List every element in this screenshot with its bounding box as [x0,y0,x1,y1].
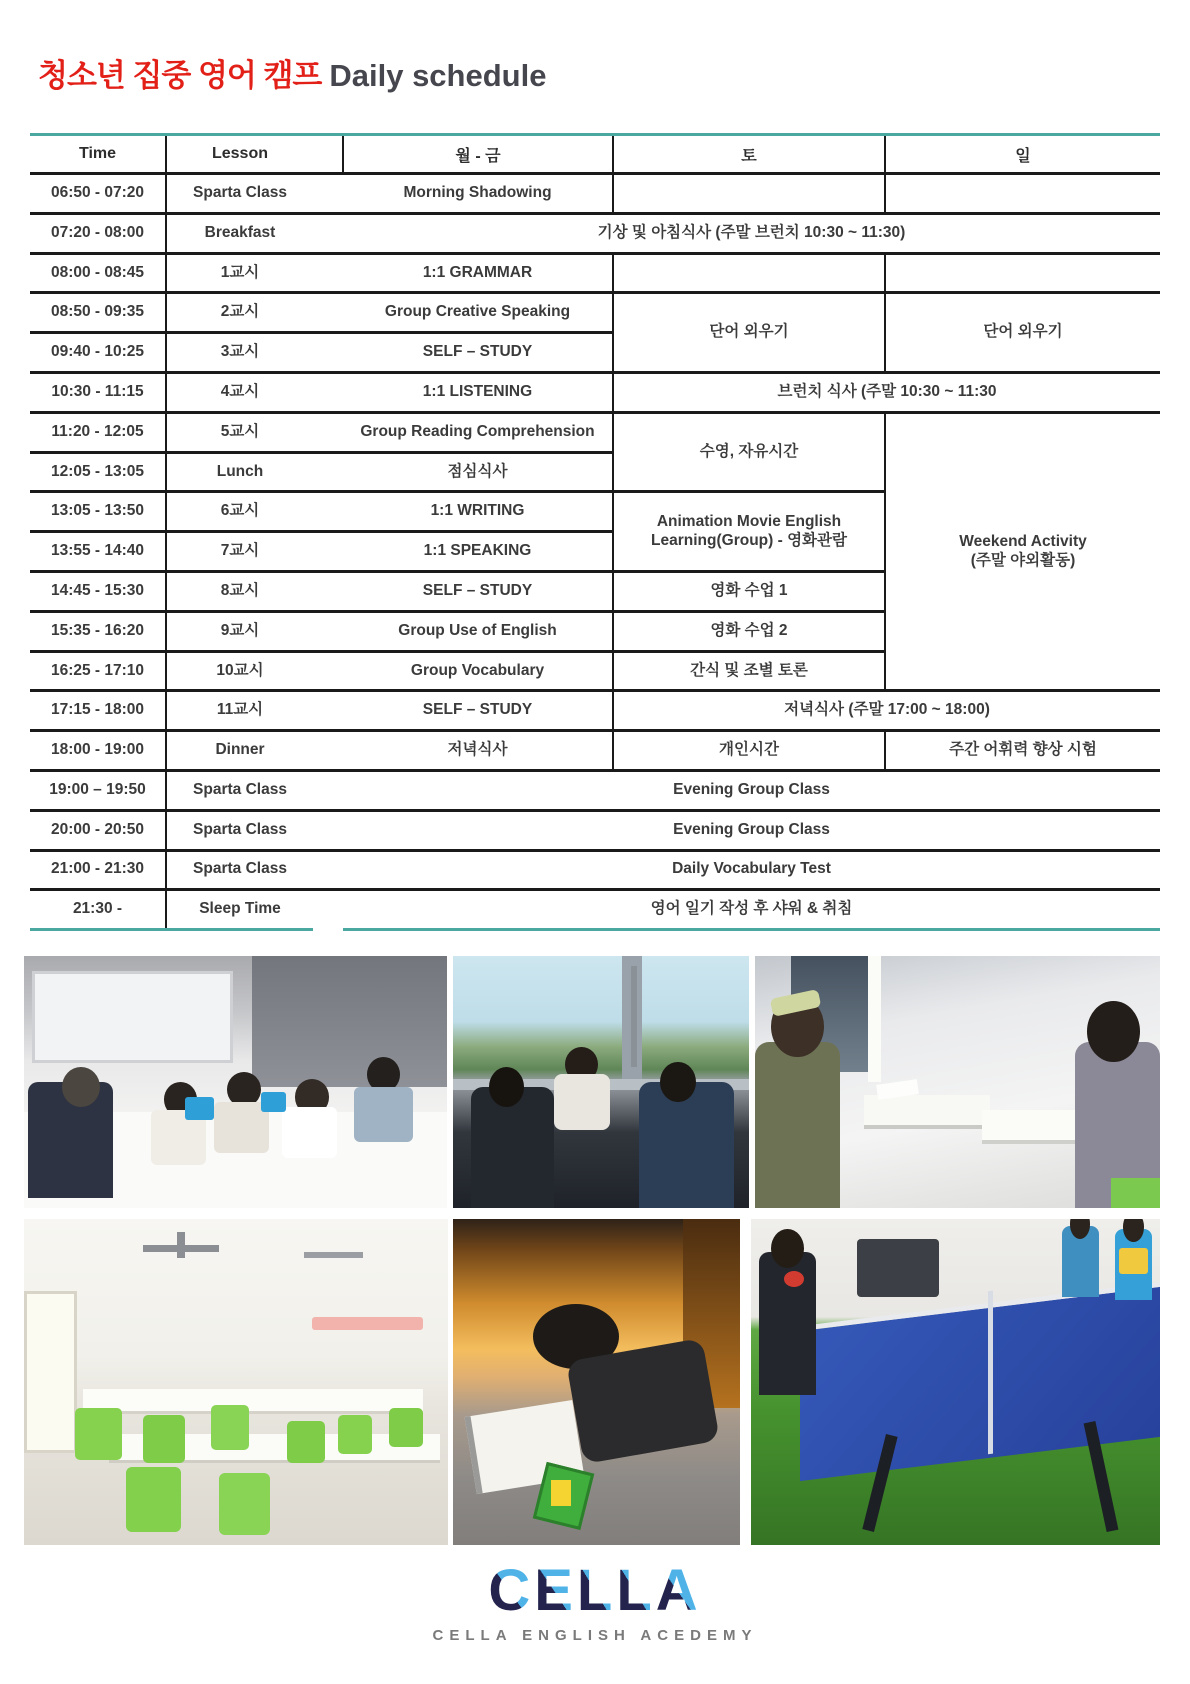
cell-lesson: 11교시 [166,691,313,731]
weekend-activity-line2: (주말 야외활동) [970,551,1076,569]
cell-sat: 영화 수업 2 [613,611,885,651]
cell-time: 15:35 - 16:20 [30,611,166,651]
cell-mon-fri: 1:1 GRAMMAR [343,253,613,293]
cell-time: 14:45 - 15:30 [30,571,166,611]
cell-sun: 주간 어휘력 향상 시험 [885,731,1160,771]
cell-mon-fri: 저녁식사 [343,731,613,771]
col-header-sat: 토 [613,135,885,174]
cell-lesson: 5교시 [166,412,313,452]
cell-time: 21:00 - 21:30 [30,850,166,890]
cell-sun [885,253,1160,293]
header-row [30,135,1160,174]
cell-lesson: 2교시 [166,293,313,333]
table-row [30,691,1160,731]
cell-all-days: 영어 일기 작성 후 샤워 & 취침 [343,890,1160,930]
table-row [30,213,1160,253]
cell-lesson: 7교시 [166,532,313,572]
photo-student-writing-on-bed [453,1219,740,1545]
cell-lesson: Sparta Class [166,850,313,890]
col-header-lesson: Lesson [166,135,313,174]
cell-mon-fri: SELF – STUDY [343,571,613,611]
cell-time: 08:50 - 09:35 [30,293,166,333]
cell-lesson: Sparta Class [166,174,313,214]
cell-time: 18:00 - 19:00 [30,731,166,771]
photo-table-tennis-on-turf [751,1219,1160,1545]
page-title [38,50,546,95]
cell-time: 12:05 - 13:05 [30,452,166,492]
cell-lesson: 8교시 [166,571,313,611]
table-row [30,731,1160,771]
cell-sat: Animation Movie English Learning(Group) - 영화관람 [613,492,885,572]
table-row [30,293,1160,333]
cell-sat: 간식 및 조별 토론 [613,651,885,691]
cell-lesson: Lunch [166,452,313,492]
cell-mon-fri: Morning Shadowing [343,174,613,214]
col-header-time: Time [30,135,166,174]
table-row [30,174,1160,214]
cell-weekend: 브런치 식사 (주말 10:30 ~ 11:30 [613,372,1160,412]
cell-time: 13:55 - 14:40 [30,532,166,572]
cell-lesson: 1교시 [166,253,313,293]
cella-logo-wordmark: CELLA [488,1558,702,1623]
cella-logo-subtitle: CELLA ENGLISH ACEDEMY [432,1627,758,1644]
cell-lesson: 10교시 [166,651,313,691]
column-gap [313,135,343,174]
cell-sat: 영화 수업 1 [613,571,885,611]
cell-sun: 단어 외우기 [885,293,1160,373]
table-row [30,253,1160,293]
cell-mon-fri: 1:1 LISTENING [343,372,613,412]
cell-mon-fri: Group Reading Comprehension [343,412,613,452]
cell-mon-fri: SELF – STUDY [343,333,613,373]
cell-all-days: Evening Group Class [343,810,1160,850]
title-korean: 청소년 집중 영어 캠프 [38,58,322,93]
cell-mon-fri: 점심식사 [343,452,613,492]
cell-mon-fri: Group Vocabulary [343,651,613,691]
cell-mon-fri: SELF – STUDY [343,691,613,731]
cell-sun [885,174,1160,214]
cell-time: 07:20 - 08:00 [30,213,166,253]
cell-mon-fri: Group Use of English [343,611,613,651]
cell-sat: 단어 외우기 [613,293,885,373]
cell-all-days: Daily Vocabulary Test [343,850,1160,890]
cell-time: 09:40 - 10:25 [30,333,166,373]
cell-sat [613,253,885,293]
cell-all-days: Evening Group Class [343,770,1160,810]
cell-time: 11:20 - 12:05 [30,412,166,452]
cell-time: 17:15 - 18:00 [30,691,166,731]
cell-mon-fri: 1:1 WRITING [343,492,613,532]
cell-sat: 개인시간 [613,731,885,771]
cell-lesson: Breakfast [166,213,313,253]
cella-logo [0,1558,1190,1644]
daily-schedule-table [30,133,1160,931]
cell-all-days: 기상 및 아침식사 (주말 브런치 10:30 ~ 11:30) [343,213,1160,253]
cell-lesson: Sparta Class [166,770,313,810]
cell-lesson: 9교시 [166,611,313,651]
cell-lesson: Dinner [166,731,313,771]
cell-lesson: Sparta Class [166,810,313,850]
cell-time: 19:00 – 19:50 [30,770,166,810]
photo-group-discussion-by-window [453,956,749,1208]
cell-sat [613,174,885,214]
table-row [30,850,1160,890]
col-header-sun: 일 [885,135,1160,174]
cell-sat: 수영, 자유시간 [613,412,885,492]
table-row [30,770,1160,810]
cell-lesson: 6교시 [166,492,313,532]
photo-one-on-one-class [755,956,1160,1208]
cell-time: 16:25 - 17:10 [30,651,166,691]
photo-classroom-group-class [24,956,447,1208]
title-english: Daily schedule [329,58,547,93]
cell-weekend: 저녁식사 (주말 17:00 ~ 18:00) [613,691,1160,731]
table-row [30,810,1160,850]
cell-lesson: 3교시 [166,333,313,373]
table-row [30,890,1160,930]
weekend-activity-line1: Weekend Activity [959,532,1087,550]
table-row [30,412,1160,452]
cell-time: 06:50 - 07:20 [30,174,166,214]
col-header-mon-fri: 월 - 금 [343,135,613,174]
cell-time: 08:00 - 08:45 [30,253,166,293]
cell-sun [885,412,1160,691]
cell-time: 13:05 - 13:50 [30,492,166,532]
cell-time: 20:00 - 20:50 [30,810,166,850]
photo-dining-hall-green-chairs [24,1219,448,1545]
cell-mon-fri: Group Creative Speaking [343,293,613,333]
cell-time: 10:30 - 11:15 [30,372,166,412]
cell-time: 21:30 - [30,890,166,930]
cell-lesson: 4교시 [166,372,313,412]
cell-lesson: Sleep Time [166,890,313,930]
cell-mon-fri: 1:1 SPEAKING [343,532,613,572]
table-row [30,372,1160,412]
